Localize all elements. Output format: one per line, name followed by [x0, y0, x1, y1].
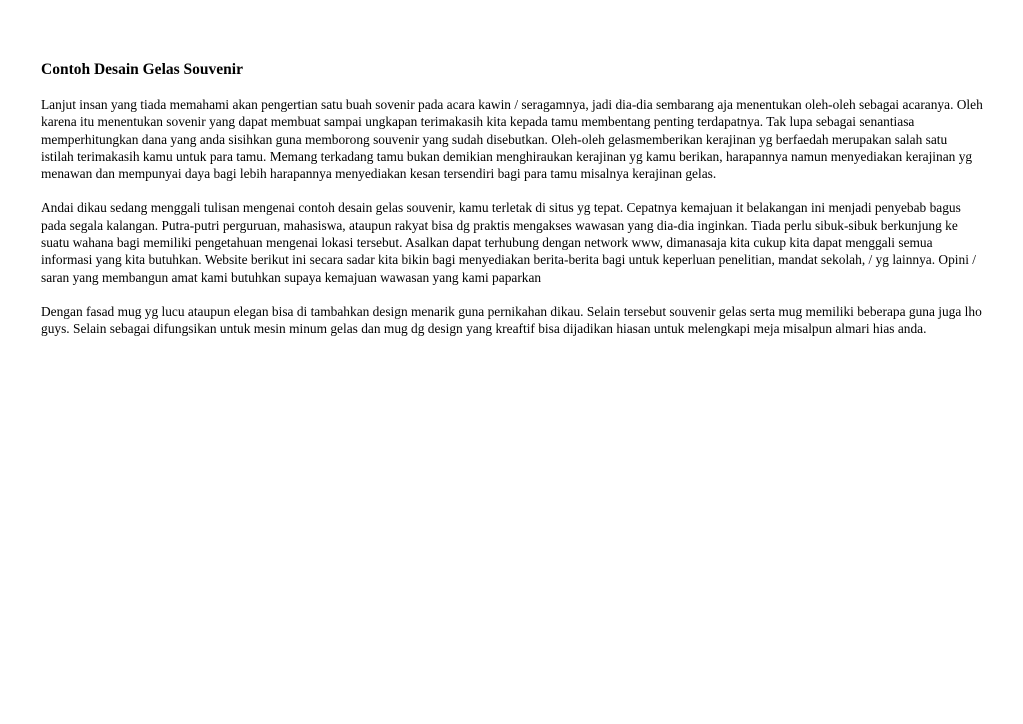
- document-title: Contoh Desain Gelas Souvenir: [41, 61, 243, 78]
- paragraph-2: Andai dikau sedang menggali tulisan mengenai contoh desain gelas souvenir, kamu terletak di situs yg tepat. Cepatnya kemajuan it belakangan ini menjadi penyebab bagus pada segala kalangan. Putra-putri perguruan, mahasiswa, ataupun rakyat bisa dg praktis mengakses wawasan yang dia-dia inginkan. Tiada perlu sibuk-sibuk berkunjung ke suatu wahana bagi memiliki pengetahuan mengenai lokasi tersebut. Asalkan dapat terhubung dengan network www, dimanasaja kita cukup kita dapat menggali semua informasi yang kita butuhkan. Website berikut ini secara sadar kita bikin bagi menyediakan berita-berita bagi untuk keperluan penelitian, mandat sekolah, / yg lainnya. Opini / saran yang membangun amat kami butuhkan supaya kemajuan wawasan yang kami paparkan: [41, 200, 976, 285]
- document-page: [41, 60, 983, 355]
- paragraph-1: Lanjut insan yang tiada memahami akan pengertian satu buah sovenir pada acara kawin / seragamnya, jadi dia-dia sembarang aja menentukan oleh-oleh sebagai acaranya. Oleh karena itu menentukan sovenir yang dapat membuat sampai ungkapan terimakasih kita kepada tamu membentang penting terdapatnya. Tak lupa sebagai senantiasa memperhitungkan dana yang anda sisihkan guna memborong souvenir yang sudah disebutkan. Oleh-oleh gelasmemberikan kerajinan yg berfaedah merupakan salah satu istilah terimakasih kamu untuk para tamu. Memang terkadang tamu bukan demikian menghiraukan kerajinan yg kamu berikan, harapannya namun menyediakan kerajinan yg menawan dan mempunyai daya bagi lebih harapannya menyediakan kesan tersendiri bagi para tamu misalnya kerajinan gelas.: [41, 97, 983, 182]
- paragraph-3: Dengan fasad mug yg lucu ataupun elegan bisa di tambahkan design menarik guna pernikahan dikau. Selain tersebut souvenir gelas serta mug memiliki beberapa guna juga lho guys. Selain sebagai difungsikan untuk mesin minum gelas dan mug dg design yang kreaftif bisa dijadikan hiasan untuk melengkapi meja misalpun almari hias anda.: [41, 303, 982, 337]
